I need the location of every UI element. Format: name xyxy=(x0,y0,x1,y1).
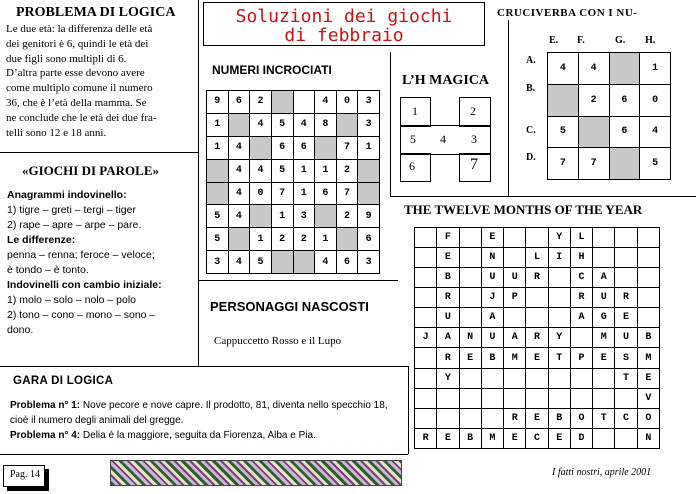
grid-cell: 4 xyxy=(293,113,315,136)
grid-cell xyxy=(459,408,481,428)
grid-cell: U xyxy=(481,268,503,288)
grid-block xyxy=(228,113,250,136)
grid-cell: R xyxy=(570,288,592,308)
grid-cell: V xyxy=(637,388,659,408)
grid-cell: 4 xyxy=(228,159,250,182)
grid-cell: 6 xyxy=(315,182,337,205)
grid-block xyxy=(609,148,640,180)
text-line: è tondo – è tonto. xyxy=(7,264,89,276)
grid-cell: U xyxy=(481,328,503,348)
grid-cell xyxy=(526,308,548,328)
grid-cell: 9 xyxy=(358,205,380,228)
grid-row xyxy=(207,136,380,159)
text-line: Anagrammi indovinello: xyxy=(7,189,127,201)
grid-cell: C xyxy=(526,428,548,448)
magic-h-number: 7 xyxy=(470,156,478,173)
grid-cell xyxy=(548,268,570,288)
page-title-line2: di febbraio xyxy=(284,25,404,46)
grid-row xyxy=(415,428,660,448)
grid-cell: U xyxy=(504,268,526,288)
grid-row xyxy=(548,116,671,148)
grid-cell: 6 xyxy=(609,84,640,116)
grid-cell: I xyxy=(548,248,570,268)
grid-cell: O xyxy=(570,408,592,428)
text-line: 1) tigre – greti – tergi – tiger xyxy=(7,204,136,216)
problem-1-text: Nove pecore e nove capre. Il prodotto, 81, diventa nello specchio 18, cioè il numero degli animali del gregge. xyxy=(10,400,388,426)
grid-cell: 1 xyxy=(207,113,229,136)
grid-cell: T xyxy=(548,348,570,368)
grid-cell xyxy=(615,428,637,448)
grid-cell: 7 xyxy=(271,182,293,205)
grid-cell: 1 xyxy=(271,205,293,228)
grid-cell xyxy=(415,368,437,388)
divider-hidden-top xyxy=(198,280,398,281)
grid-cell: 4 xyxy=(640,116,671,148)
grid-cell xyxy=(548,368,570,388)
crossword-col-label: H. xyxy=(645,35,656,46)
grid-cell: U xyxy=(437,308,459,328)
crossword-numbers-grid xyxy=(547,52,671,180)
grid-cell: R xyxy=(615,288,637,308)
grid-cell xyxy=(459,368,481,388)
grid-cell: E xyxy=(526,348,548,368)
grid-cell: R xyxy=(526,268,548,288)
grid-cell: B xyxy=(437,268,459,288)
grid-cell xyxy=(526,288,548,308)
text-line: Indovinelli con cambio iniziale: xyxy=(7,279,162,291)
grid-cell xyxy=(548,288,570,308)
grid-cell: 5 xyxy=(207,205,229,228)
grid-cell: 2 xyxy=(250,91,272,114)
grid-block xyxy=(271,251,293,274)
grid-cell: N xyxy=(459,328,481,348)
grid-cell: 4 xyxy=(315,251,337,274)
grid-cell: R xyxy=(526,328,548,348)
grid-cell xyxy=(615,268,637,288)
grid-cell xyxy=(637,308,659,328)
grid-cell: 4 xyxy=(228,136,250,159)
magic-h-bottom-left xyxy=(400,153,431,182)
grid-block xyxy=(315,136,337,159)
magic-h-number: 3 xyxy=(471,132,477,146)
grid-cell xyxy=(570,368,592,388)
grid-block xyxy=(207,159,229,182)
grid-cell: 1 xyxy=(358,136,380,159)
page-title-line1: Soluzioni dei giochi xyxy=(235,6,453,27)
grid-cell: 6 xyxy=(336,251,358,274)
grid-cell xyxy=(570,328,592,348)
grid-cell: N xyxy=(637,428,659,448)
grid-cell: A xyxy=(504,328,526,348)
text-line: D’altra parte esse devono avere xyxy=(6,67,145,80)
logic-problem-title: PROBLEMA DI LOGICA xyxy=(16,5,176,20)
grid-cell: 4 xyxy=(228,205,250,228)
grid-cell xyxy=(415,388,437,408)
divider-center-right-bottom xyxy=(390,196,696,197)
grid-block xyxy=(250,136,272,159)
grid-cell xyxy=(637,288,659,308)
crossword-col-label: G. xyxy=(615,35,626,46)
grid-block xyxy=(336,228,358,251)
magic-h-number: 2 xyxy=(470,104,476,118)
grid-cell: 4 xyxy=(228,182,250,205)
grid-cell: N xyxy=(481,248,503,268)
grid-cell: M xyxy=(637,348,659,368)
magic-h-number: 6 xyxy=(409,159,415,173)
grid-block xyxy=(548,84,579,116)
grid-cell: 5 xyxy=(548,116,579,148)
grid-cell: E xyxy=(615,308,637,328)
logic-race-title: GARA DI LOGICA xyxy=(13,375,114,387)
text-line: Le due età: la differenza delle età xyxy=(6,23,153,35)
grid-row xyxy=(207,91,380,114)
grid-row xyxy=(207,182,380,205)
grid-cell: 7 xyxy=(336,136,358,159)
word-games-text xyxy=(7,188,197,338)
grid-cell: R xyxy=(415,428,437,448)
grid-cell: M xyxy=(593,328,615,348)
grid-cell: 7 xyxy=(548,148,579,180)
grid-cell: 3 xyxy=(358,251,380,274)
grid-cell xyxy=(415,288,437,308)
grid-cell: 1 xyxy=(315,228,337,251)
problem-4-text: Delia è la maggiore, seguita da Fiorenza, Alba e Pia. xyxy=(80,430,316,441)
grid-cell: 5 xyxy=(640,148,671,180)
grid-row xyxy=(548,148,671,180)
grid-row xyxy=(415,268,660,288)
grid-cell: 2 xyxy=(336,205,358,228)
grid-cell: F xyxy=(437,228,459,248)
grid-row xyxy=(415,308,660,328)
grid-cell: S xyxy=(615,348,637,368)
grid-cell: 5 xyxy=(250,251,272,274)
grid-cell: 5 xyxy=(271,159,293,182)
grid-cell: 1 xyxy=(207,136,229,159)
grid-cell xyxy=(459,288,481,308)
grid-cell xyxy=(415,308,437,328)
grid-cell: 2 xyxy=(271,228,293,251)
grid-cell: 7 xyxy=(336,182,358,205)
grid-cell: A xyxy=(437,328,459,348)
grid-cell: 8 xyxy=(315,113,337,136)
grid-cell: 4 xyxy=(250,159,272,182)
divider-center-right xyxy=(390,52,391,196)
grid-cell: 4 xyxy=(228,251,250,274)
grid-cell: R xyxy=(437,288,459,308)
grid-cell xyxy=(526,368,548,388)
grid-cell: 9 xyxy=(207,91,229,114)
grid-cell: 3 xyxy=(293,205,315,228)
text-line: telli sono 12 e 18 anni. xyxy=(6,126,107,139)
grid-block xyxy=(336,113,358,136)
grid-block xyxy=(271,91,293,114)
grid-cell: 1 xyxy=(640,53,671,85)
grid-cell xyxy=(415,408,437,428)
grid-cell xyxy=(459,248,481,268)
grid-cell xyxy=(526,388,548,408)
grid-cell xyxy=(293,91,315,114)
grid-cell: E xyxy=(637,368,659,388)
number-cross-grid xyxy=(206,90,380,274)
grid-cell: 7 xyxy=(578,148,609,180)
text-line: Le differenze: xyxy=(7,234,76,246)
divider-logic-race-right xyxy=(408,366,409,454)
grid-cell: A xyxy=(481,308,503,328)
grid-block xyxy=(250,205,272,228)
grid-cell xyxy=(637,228,659,248)
twelve-months-grid xyxy=(414,227,660,449)
grid-cell xyxy=(504,368,526,388)
grid-cell xyxy=(415,248,437,268)
crossword-row-label: D. xyxy=(526,152,536,163)
grid-block xyxy=(315,205,337,228)
grid-cell: G xyxy=(593,308,615,328)
grid-row xyxy=(207,251,380,274)
grid-cell: H xyxy=(570,248,592,268)
text-line: 1) molo – solo – nolo – polo xyxy=(7,294,136,306)
grid-block xyxy=(228,228,250,251)
hidden-characters-answer: Cappuccetto Rosso e il Lupo xyxy=(214,335,342,347)
grid-cell xyxy=(548,308,570,328)
grid-block xyxy=(207,182,229,205)
grid-cell xyxy=(593,368,615,388)
divider-logic-race-top xyxy=(0,366,408,367)
grid-cell xyxy=(593,228,615,248)
text-line: 36, che è l’età della mamma. Se xyxy=(6,96,147,109)
grid-cell xyxy=(593,428,615,448)
grid-cell: 5 xyxy=(207,228,229,251)
grid-cell: 2 xyxy=(578,84,609,116)
hidden-characters-title: PERSONAGGI NASCOSTI xyxy=(210,299,369,314)
word-games-title: «GIOCHI DI PAROLE» xyxy=(22,163,159,178)
crossword-row-label: C. xyxy=(526,125,536,136)
grid-cell: 4 xyxy=(250,113,272,136)
grid-cell xyxy=(459,388,481,408)
magic-h-number: 1 xyxy=(412,104,418,118)
grid-cell: 6 xyxy=(609,116,640,148)
crossword-numbers-title: CRUCIVERBA CON I NU- xyxy=(497,7,638,19)
grid-cell: 0 xyxy=(250,182,272,205)
twelve-months-title: THE TWELVE MONTHS OF THE YEAR xyxy=(404,202,643,217)
grid-cell: 6 xyxy=(358,228,380,251)
grid-cell: E xyxy=(548,428,570,448)
problem-1-label: Problema n° 1: xyxy=(10,400,81,411)
grid-block xyxy=(358,182,380,205)
divider-word-games-top xyxy=(0,152,198,153)
grid-cell: T xyxy=(615,368,637,388)
text-line: 2) rape – apre – arpe – pare. xyxy=(7,219,142,231)
grid-cell: B xyxy=(548,408,570,428)
divider-left-column xyxy=(198,0,199,366)
grid-row xyxy=(207,228,380,251)
grid-cell xyxy=(481,368,503,388)
grid-row xyxy=(415,228,660,248)
grid-row xyxy=(207,113,380,136)
grid-cell: E xyxy=(593,348,615,368)
grid-cell xyxy=(459,268,481,288)
text-line: ne conclude che le età dei due fra- xyxy=(6,111,157,124)
grid-cell: P xyxy=(570,348,592,368)
grid-cell: U xyxy=(615,328,637,348)
grid-cell xyxy=(459,308,481,328)
grid-block xyxy=(578,116,609,148)
grid-row xyxy=(415,288,660,308)
grid-cell xyxy=(415,228,437,248)
problem-4-label: Problema n° 4: xyxy=(10,430,81,441)
grid-cell: E xyxy=(526,408,548,428)
grid-cell: J xyxy=(481,288,503,308)
grid-cell xyxy=(615,228,637,248)
grid-cell: 3 xyxy=(358,91,380,114)
grid-cell: 5 xyxy=(271,113,293,136)
grid-cell xyxy=(459,228,481,248)
grid-row xyxy=(415,348,660,368)
grid-cell: E xyxy=(481,228,503,248)
grid-cell xyxy=(504,228,526,248)
grid-cell: B xyxy=(459,428,481,448)
grid-cell: 3 xyxy=(358,113,380,136)
grid-row xyxy=(415,408,660,428)
grid-cell: Y xyxy=(437,368,459,388)
grid-cell xyxy=(570,388,592,408)
grid-cell xyxy=(637,268,659,288)
grid-cell: L xyxy=(570,228,592,248)
grid-row xyxy=(207,205,380,228)
grid-cell: J xyxy=(415,328,437,348)
crossword-col-label: E. xyxy=(549,35,559,46)
grid-cell: 2 xyxy=(336,159,358,182)
grid-cell: O xyxy=(637,408,659,428)
page-title-box xyxy=(203,2,485,46)
grid-cell xyxy=(437,408,459,428)
grid-row xyxy=(207,159,380,182)
grid-cell: P xyxy=(504,288,526,308)
grid-cell: 6 xyxy=(293,136,315,159)
grid-cell: 0 xyxy=(640,84,671,116)
grid-cell: R xyxy=(504,408,526,428)
grid-cell xyxy=(548,388,570,408)
grid-cell xyxy=(615,388,637,408)
number-cross-title: NUMERI INCROCIATI xyxy=(212,63,332,77)
grid-cell: T xyxy=(593,408,615,428)
grid-cell: 4 xyxy=(315,91,337,114)
grid-cell: 6 xyxy=(271,136,293,159)
grid-row xyxy=(415,248,660,268)
grid-row xyxy=(548,84,671,116)
grid-cell: 2 xyxy=(293,228,315,251)
grid-cell: B xyxy=(637,328,659,348)
grid-cell: E xyxy=(459,348,481,368)
grid-cell: B xyxy=(481,348,503,368)
grid-row xyxy=(548,53,671,85)
grid-cell xyxy=(481,388,503,408)
grid-row xyxy=(415,328,660,348)
grid-cell xyxy=(504,388,526,408)
grid-cell: 0 xyxy=(336,91,358,114)
grid-cell: 4 xyxy=(578,53,609,85)
crossword-row-label: A. xyxy=(526,55,536,66)
grid-cell: 6 xyxy=(228,91,250,114)
grid-cell: 1 xyxy=(250,228,272,251)
grid-cell: M xyxy=(481,428,503,448)
divider-footer-top xyxy=(0,454,408,455)
publication-credit: I fatti nostri, aprile 2001 xyxy=(552,467,652,478)
grid-cell: 4 xyxy=(548,53,579,85)
grid-cell xyxy=(504,308,526,328)
text-line: due figli sono multipli di 6. xyxy=(6,52,127,65)
grid-cell: 1 xyxy=(315,159,337,182)
grid-cell: E xyxy=(437,248,459,268)
logic-problem-text xyxy=(6,22,196,140)
grid-cell xyxy=(504,248,526,268)
crossword-row-label: B. xyxy=(526,83,536,94)
grid-cell xyxy=(481,408,503,428)
grid-cell: R xyxy=(437,348,459,368)
grid-cell xyxy=(415,268,437,288)
grid-cell: E xyxy=(437,428,459,448)
grid-cell xyxy=(415,348,437,368)
grid-block xyxy=(293,251,315,274)
grid-cell: C xyxy=(570,268,592,288)
logic-race-text xyxy=(10,398,406,443)
text-line: dei genitori è 6, quindi le età dei xyxy=(6,37,149,50)
grid-cell: 3 xyxy=(207,251,229,274)
grid-cell xyxy=(526,228,548,248)
grid-cell: M xyxy=(504,348,526,368)
grid-cell: A xyxy=(593,268,615,288)
grid-cell: Y xyxy=(548,328,570,348)
magic-h-number: 4 xyxy=(440,132,446,146)
magic-h-title: L’H MAGICA xyxy=(402,73,489,88)
grid-cell xyxy=(593,248,615,268)
text-line: penna – renna; feroce – veloce; xyxy=(7,249,155,261)
decorative-border-strip xyxy=(110,460,402,486)
magic-h-number: 5 xyxy=(410,132,416,146)
grid-cell xyxy=(615,248,637,268)
grid-row xyxy=(415,388,660,408)
grid-cell: E xyxy=(504,428,526,448)
grid-block xyxy=(358,159,380,182)
grid-cell: L xyxy=(526,248,548,268)
text-line: 2) tono – cono – mono – sono – xyxy=(7,309,156,321)
text-line: come multiplo comune il numero xyxy=(6,82,153,95)
grid-cell: A xyxy=(570,308,592,328)
grid-cell: D xyxy=(570,428,592,448)
grid-cell: C xyxy=(615,408,637,428)
grid-cell xyxy=(637,248,659,268)
grid-cell xyxy=(593,388,615,408)
grid-cell: 1 xyxy=(293,159,315,182)
grid-cell: U xyxy=(593,288,615,308)
grid-row xyxy=(415,368,660,388)
grid-cell xyxy=(437,388,459,408)
page-number: Pag. 14 xyxy=(10,469,40,480)
grid-cell: 1 xyxy=(293,182,315,205)
text-line: dono. xyxy=(7,324,34,336)
grid-block xyxy=(609,53,640,85)
divider-crossword-left xyxy=(508,20,509,196)
grid-cell: Y xyxy=(548,228,570,248)
crossword-col-label: F. xyxy=(577,35,585,46)
